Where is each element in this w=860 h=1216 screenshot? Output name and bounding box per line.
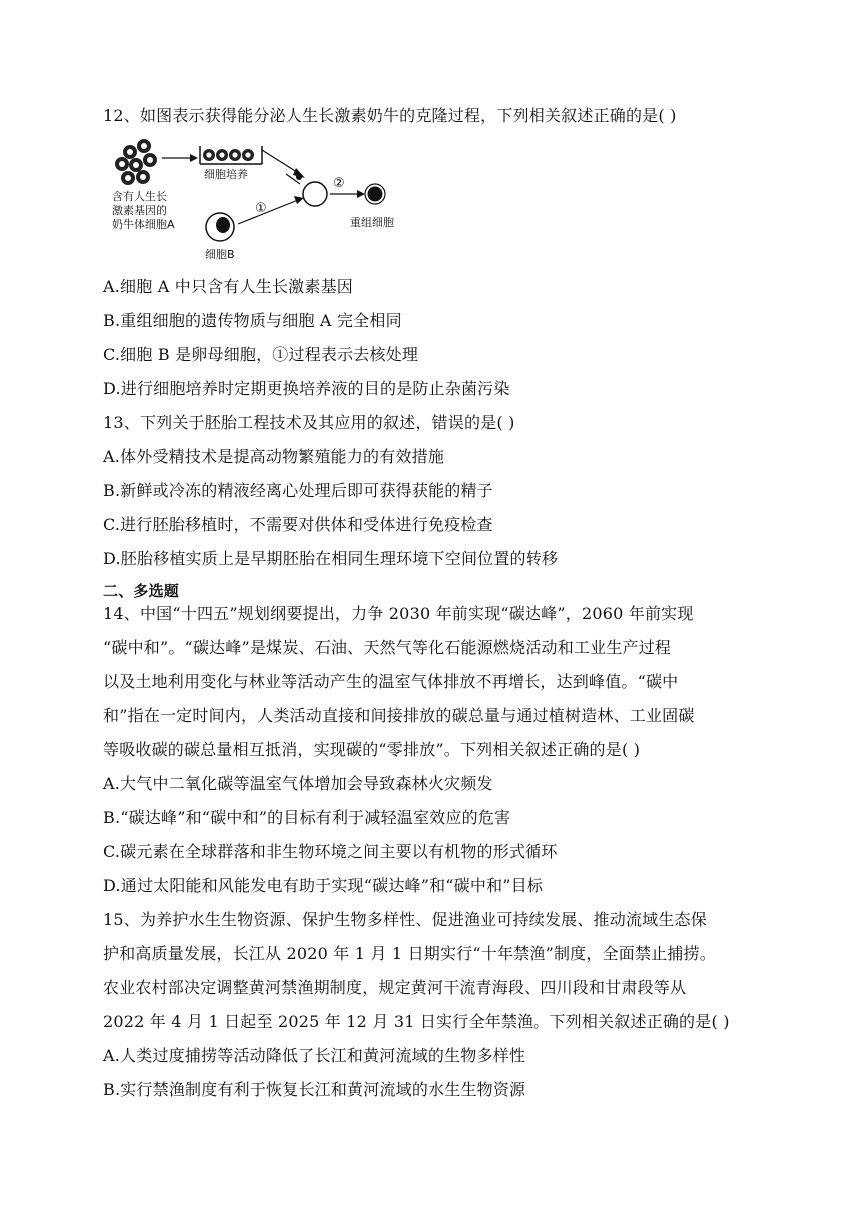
label-cell-b: 细胞B xyxy=(205,248,235,261)
question-13-option-d: D.胚胎移植实质上是早期胚胎在相同生理环境下空间位置的转移 xyxy=(103,549,559,568)
step-2-marker: ② xyxy=(333,176,345,191)
cell-a-cluster xyxy=(115,139,157,185)
question-14-stem-line-5: 等吸收碳的碳总量相互抵消，实现碳的“零排放”。下列相关叙述正确的是( ) xyxy=(103,740,641,759)
cloning-process-figure xyxy=(110,134,420,269)
question-12-option-a: A.细胞 A 中只含有人生长激素基因 xyxy=(103,277,353,296)
question-15-option-a: A.人类过度捕捞等活动降低了长江和黄河流域的生物多样性 xyxy=(103,1046,526,1065)
label-cell-a-line3: 奶牛体细胞A xyxy=(112,218,175,231)
question-12-stem: 12、如图表示获得能分泌人生长激素奶牛的克隆过程，下列相关叙述正确的是( ) xyxy=(103,106,677,125)
question-14-stem-line-4: 和”指在一定时间内，人类活动直接和间接排放的碳总量与通过植树造林、工业固碳 xyxy=(103,706,695,725)
question-15-stem-line-3: 农业农村部决定调整黄河禁渔期制度，规定黄河干流青海段、四川段和甘肃段等从 xyxy=(103,978,687,997)
question-13-stem: 13、下列关于胚胎工程技术及其应用的叙述，错误的是( ) xyxy=(103,413,515,432)
question-14-option-a: A.大气中二氧化碳等温室气体增加会导致森林火灾频发 xyxy=(103,774,493,793)
section-title-multiple-choice: 二、多选题 xyxy=(103,582,180,600)
question-15-stem-line-4: 2022 年 4 月 1 日起至 2025 年 12 月 31 日实行全年禁渔。下列相关叙述正确的是( ) xyxy=(103,1012,730,1031)
question-14-option-b: B.“碳达峰”和“碳中和”的目标有利于减轻温室效应的危害 xyxy=(103,808,511,827)
question-12-option-b: B.重组细胞的遗传物质与细胞 A 完全相同 xyxy=(103,311,402,330)
question-14-option-d: D.通过太阳能和风能发电有助于实现“碳达峰”和“碳中和”目标 xyxy=(103,876,544,895)
question-15-option-b: B.实行禁渔制度有利于恢复长江和黄河流域的水生生物资源 xyxy=(103,1080,526,1099)
cell-culture-dish xyxy=(200,146,262,164)
question-13-option-b: B.新鲜或冷冻的精液经离心处理后即可获得获能的精子 xyxy=(103,481,493,500)
question-14-stem-line-3: 以及土地利用变化与林业等活动产生的温室气体排放不再增长，达到峰值。“碳中 xyxy=(103,672,679,691)
question-14-option-c: C.碳元素在全球群落和非生物环境之间主要以有机物的形式循环 xyxy=(103,842,558,861)
question-14-stem-line-1: 14、中国“十四五”规划纲要提出，力争 2030 年前实现“碳达峰”，2060 年前实现 xyxy=(103,604,694,623)
question-12-option-c: C.细胞 B 是卵母细胞，①过程表示去核处理 xyxy=(103,345,419,364)
fused-cell xyxy=(303,182,327,206)
question-13-option-c: C.进行胚胎移植时，不需要对供体和受体进行免疫检查 xyxy=(103,515,493,534)
label-recombinant-cell: 重组细胞 xyxy=(350,216,394,229)
question-14-stem-line-2: “碳中和”。“碳达峰”是煤炭、石油、天然气等化石能源燃烧活动和工业生产过程 xyxy=(103,638,672,657)
label-cell-a-line1: 含有人生长 xyxy=(112,190,167,203)
question-12-option-d: D.进行细胞培养时定期更换培养液的目的是防止杂菌污染 xyxy=(103,379,510,398)
question-15-stem-line-1: 15、为养护水生生物资源、保护生物多样性、促进渔业可持续发展、推动流域生态保 xyxy=(103,910,707,929)
step-1-marker: ① xyxy=(255,201,267,216)
label-cell-culture: 细胞培养 xyxy=(204,168,248,181)
question-13-option-a: A.体外受精技术是提高动物繁殖能力的有效措施 xyxy=(103,447,445,466)
question-15-stem-line-2: 护和高质量发展，长江从 2020 年 1 月 1 日期实行“十年禁渔”制度，全面禁止捕捞。 xyxy=(103,944,716,963)
label-cell-a-line2: 激素基因的 xyxy=(112,204,167,217)
